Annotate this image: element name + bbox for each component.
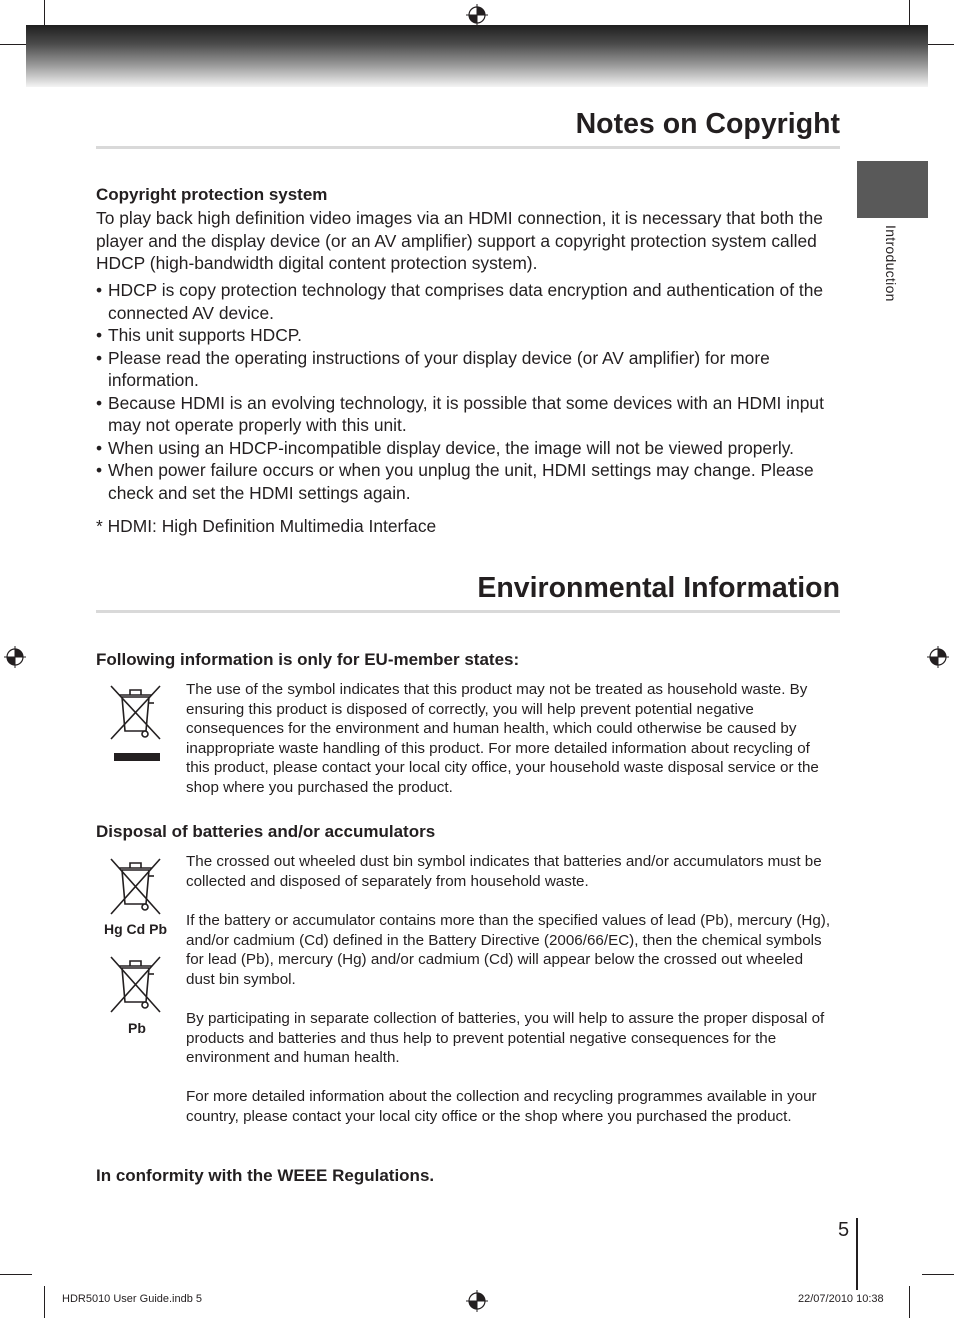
copyright-intro: To play back high definition video images via an HDMI connection, it is necessary that both the player and the display device (or an AV amplifier) support a copyright protection system called HDCP (high-bandwidth digital content protection system). xyxy=(96,208,823,274)
list-item: • HDCP is copy protection technology that comprises data encryption and authentication of the connected AV device. xyxy=(96,279,840,324)
title-rule xyxy=(96,610,840,613)
crop-mark xyxy=(922,1274,954,1275)
list-item: • This unit supports HDCP. xyxy=(96,324,840,347)
bin-chemical-label: Hg Cd Pb xyxy=(104,921,167,937)
crop-mark xyxy=(44,1286,45,1318)
header-band xyxy=(26,25,928,87)
battery-paragraph: If the battery or accumulator contains more than the specified values of lead (Pb), mercury (Hg), and/or cadmium (Cd) defined in the Battery Directive (2006/66/EC), then the chemical symbols for lead (Pb), mercury (Hg) and/or cadmium (Cd) will appear below the crossed out wheeled dust bin symbol. xyxy=(186,912,831,988)
battery-paragraph: By participating in separate collection of batteries, you will help to assure the proper disposal of products and batteries and thus help to prevent potential negative consequences for the environment and human health. xyxy=(186,1010,825,1067)
crossed-bin-icon xyxy=(108,954,166,1016)
page-number: 5 xyxy=(838,1219,850,1241)
crossed-bin-icon xyxy=(108,683,166,763)
eu-heading: Following information is only for EU-member states: xyxy=(96,650,520,669)
crop-mark xyxy=(0,1274,32,1275)
registration-mark-icon xyxy=(927,646,949,668)
page-title: Notes on Copyright xyxy=(575,108,840,140)
crossed-bin-icon xyxy=(108,856,166,918)
copyright-bullet-list xyxy=(96,279,840,504)
registration-mark-icon xyxy=(466,1290,488,1312)
footer-datetime: 22/07/2010 10:38 xyxy=(798,1293,884,1305)
list-item: • When using an HDCP-incompatible display device, the image will not be viewed properly. xyxy=(96,437,840,460)
battery-paragraph: For more detailed information about the collection and recycling programmes available in your country, please contact your local city office or the shop where you purchased the product. xyxy=(186,1088,817,1125)
eu-text: The use of the symbol indicates that this product may not be treated as household waste. By ensuring this product is disposed of correctly, you will help prevent potential negative consequences for the environment and human health, which could otherwise be caused by inappropriate waste handling of this product. For more detailed information about recycling of this product, please contact your local city office, your household waste disposal service or the shop where you purchased the product. xyxy=(186,681,819,796)
crop-mark xyxy=(909,1286,910,1318)
section-tab xyxy=(857,161,928,218)
copyright-subtitle: Copyright protection system xyxy=(96,185,328,204)
battery-paragraph: The crossed out wheeled dust bin symbol indicates that batteries and/or accumulators must be collected and disposed of separately from household waste. xyxy=(186,853,822,890)
footer-file: HDR5010 User Guide.indb 5 xyxy=(62,1293,203,1305)
hdmi-footnote: * HDMI: High Definition Multimedia Interface xyxy=(96,516,437,536)
title-rule xyxy=(96,146,840,149)
page-number-rule xyxy=(856,1218,858,1290)
section-title-environmental: Environmental Information xyxy=(477,572,840,604)
bin-chemical-label: Pb xyxy=(128,1020,146,1036)
registration-mark-icon xyxy=(466,4,488,26)
section-tab-label: Introduction xyxy=(883,225,899,302)
list-item: • Please read the operating instructions of your display device (or AV amplifier) for more information. xyxy=(96,347,840,392)
registration-mark-icon xyxy=(4,646,26,668)
list-item: • When power failure occurs or when you unplug the unit, HDMI settings may change. Please check and set the HDMI settings again. xyxy=(96,459,840,504)
battery-heading: Disposal of batteries and/or accumulators xyxy=(96,822,436,841)
list-item: • Because HDMI is an evolving technology, it is possible that some devices with an HDMI input may not operate properly with this unit. xyxy=(96,392,840,437)
weee-statement: In conformity with the WEEE Regulations. xyxy=(96,1166,435,1185)
